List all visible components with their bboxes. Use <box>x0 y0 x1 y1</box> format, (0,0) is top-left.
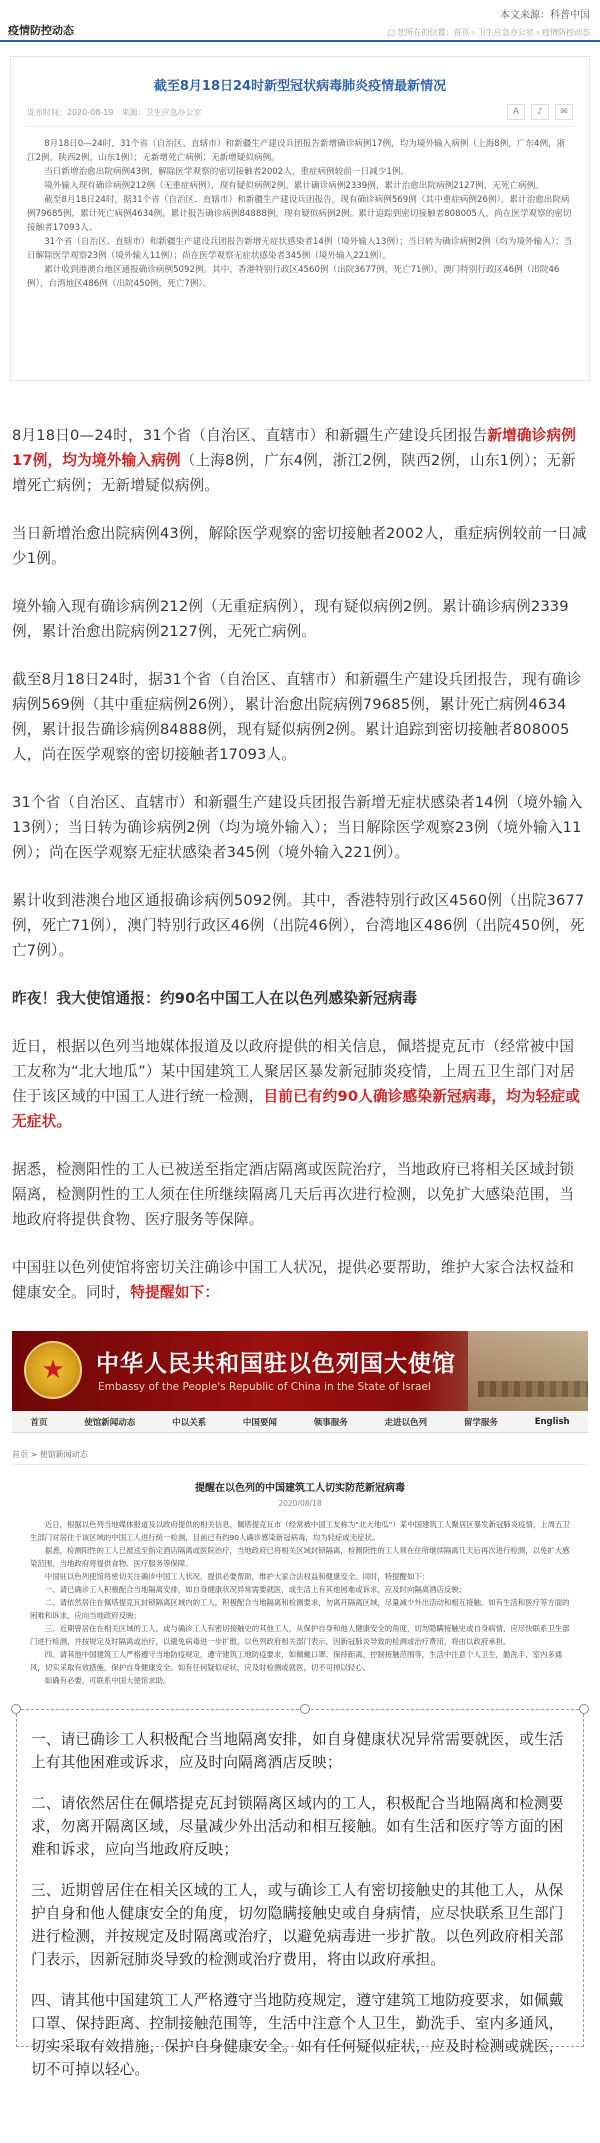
nhc-article-meta <box>27 104 573 127</box>
notice-paragraph: 二、请依然居住在佩塔提克瓦封锁隔离区域内的工人，积极配合当地隔离和检测要求，勿离开隔离区域，尽量减少外出活动和相互接触。如有生活和医疗等方面的困难和诉求，应向当地政府反映； <box>30 1598 570 1620</box>
notice-paragraph: 近日，根据以色列当地媒体报道及以政府提供的相关信息，佩塔提克瓦市（经常被中国工友称为“北大地瓜”）某中国建筑工人聚居区暴发新冠肺炎疫情，上周五卫生部门对居住于该区域的中国工人进行统一检测，目前已有约90人确诊感染新冠病毒，均为轻症或无症状。 <box>30 1520 570 1542</box>
section-heading: 昨夜！我大使馆通报：约90名中国工人在以色列感染新冠病毒 <box>12 990 418 1007</box>
nhc-paragraph: 当日新增治愈出院病例43例，解除医学观察的密切接触者2002人，重症病例较前一日减少1例。 <box>44 167 410 177</box>
nhc-breadcrumb[interactable]: □ 您所在的位置：首页 › 卫生应急办公室 › 疫情防控动态 <box>387 28 590 37</box>
resize-handle-icon[interactable] <box>300 1704 310 1714</box>
section-title: 疫情防控动态 <box>8 24 74 37</box>
notice-paragraph: 三、近期曾居住在相关区域的工人，或与确诊工人有密切接触史的其他工人，从保护自身和他人健康安全的角度，切勿隐瞒接触史或自身病情，应尽快联系卫生部门进行检测，并按规定及时隔离或治疗，以避免病毒进一步扩散。以色列政府相关部门表示，因新冠肺炎导致的检测或治疗费用，将由以政府承担。 <box>30 1624 570 1646</box>
notice-paragraph: 一、请已确诊工人积极配合当地隔离安排，如自身健康状况异常需要就医，或生活上有其他困难或诉求，应及时向隔离酒店反映； <box>44 1585 467 1594</box>
nav-item-israel[interactable]: 走进以色列 <box>384 1417 428 1428</box>
notice-paragraph: 如确有必要，可联系中国大使馆求助。 <box>44 1676 171 1685</box>
audio-icon[interactable]: ♪ <box>531 104 549 120</box>
reminder-item: 二、请依然居住在佩塔提克瓦封锁隔离区域内的工人，积极配合当地隔离和检测要求，勿离开隔离区域，尽量减少外出活动和相互接触。如有生活和医疗等方面的困难和诉求，应向当地政府反映； <box>31 1795 564 1858</box>
nhc-article-title: 截至8月18日24时新型冠状病毒肺炎疫情最新情况 <box>153 79 447 94</box>
great-wall-image <box>468 1331 588 1411</box>
publish-info: 发布时间：2020-08-19 来源：卫生应急办公室 <box>27 107 202 117</box>
highlight-text: 目前已有约90人确诊感染新冠病毒，均为轻症或无症状。 <box>12 1088 581 1130</box>
highlight-text: 新增确诊病例17例，均为境外输入病例 <box>12 427 577 469</box>
email-icon[interactable]: ✉ <box>555 104 573 120</box>
article-paragraph: 31个省（自治区、直辖市）和新疆生产建设兵团报告新增无症状感染者14例（境外输入13例）；当日转为确诊病例2例（均为境外输入）；当日解除医学观察23例（境外输入11例）；尚在医学观察无症状感染者345例（境外输入221例）。 <box>12 794 583 861</box>
text-span: （上海8例，广东4例，浙江2例，陕西2例，山东1例）；无新增死亡病例；无新增疑似病例。 <box>12 452 576 494</box>
nav-item-home[interactable]: 首页 <box>30 1417 48 1428</box>
reminder-box <box>16 1709 584 2078</box>
notice-paragraph: 四、请其他中国建筑工人严格遵守当地防疫规定，遵守建筑工地防疫要求，如佩戴口罩、保持距离、控制接触范围等，生活中注意个人卫生，勤洗手、室内多通风，切实采取有效措施，保护自身健康安全。如有任何疑似症状，应及时检测或就医，切不可掉以轻心。 <box>30 1650 563 1672</box>
nav-item-relations[interactable]: 中以关系 <box>172 1417 207 1428</box>
nhc-paragraph: 31个省（自治区、直辖市）和新疆生产建设兵团报告新增无症状感染者14例（境外输入13例）；当日转为确诊病例2例（均为境外输入）；当日解除医学观察23例（境外输入11例）；尚在医学观察无症状感染者345例（境外输入221例）。 <box>27 237 573 261</box>
article-paragraph <box>12 1255 588 1305</box>
text-span: 近日，根据以色列当地媒体报道及以政府提供的相关信息，佩塔提克瓦市（经常被中国工友称为“北大地瓜”）某中国建筑工人聚居区暴发新冠肺炎疫情，上周五卫生部门对居住于该区域的中国工人进行统一检测， <box>12 1038 575 1105</box>
font-size-icon[interactable]: A <box>507 104 525 120</box>
article-paragraph: 当日新增治愈出院病例43例，解除医学观察的密切接触者2002人，重症病例较前一日减少1例。 <box>12 525 587 567</box>
nav-item-english[interactable]: English <box>534 1416 570 1427</box>
reminder-item: 三、近期曾居住在相关区域的工人，或与确诊工人有密切接触史的其他工人，从保护自身和他人健康安全的角度，切勿隐瞒接触史或自身病情，应尽快联系卫生部门进行检测，并按规定及时隔离或治疗，以避免病毒进一步扩散。以色列政府相关部门表示，因新冠肺炎导致的检测或治疗费用，将由以政府承担。 <box>31 1882 564 1968</box>
nhc-paragraph: 累计收到港澳台地区通报确诊病例5092例。其中，香港特别行政区4560例（出院3677例，死亡71例），澳门特别行政区46例（出院46例），台湾地区486例（出院450例，死亡7例）。 <box>27 265 560 289</box>
embassy-name-en: Embassy of the People's Republic of China in the State of Israel <box>98 1381 431 1393</box>
nhc-screenshot <box>0 0 600 400</box>
article-paragraph <box>12 1034 588 1134</box>
article-paragraph <box>12 423 588 498</box>
embassy-name-cn: 中华人民共和国驻以色列国大使馆 <box>96 1351 456 1377</box>
nhc-paragraph: 截至8月18日24时，据31个省（自治区、直辖市）和新疆生产建设兵团报告，现有确诊病例569例（其中重症病例26例），累计治愈出院病例79685例，累计死亡病例4634例，累计报告确诊病例84888例，现有疑似病例2例。累计追踪到密切接触者808005人，尚在医学观察的密切接触者17093人。 <box>27 195 572 233</box>
article-paragraph: 截至8月18日24时，据31个省（自治区、直辖市）和新疆生产建设兵团报告，现有确诊病例569例（其中重症病例26例），累计治愈出院病例79685例，累计死亡病例4634例，累计报告确诊病例84888例，现有疑似病例2例。累计追踪到密切接触者808005人，尚在医学观察的密切接触者17093人。 <box>12 671 582 763</box>
notice-paragraph: 据悉，检测阳性的工人已被送至指定酒店隔离或医院治疗，当地政府已将相关区域封锁隔离，检测阴性的工人须在住所继续隔离几天后再次进行检测，以免扩大感染范围，当地政府将提供食物、医疗服务等保障。 <box>30 1546 570 1568</box>
highlight-text: 特提醒如下： <box>130 1284 220 1301</box>
resize-handle-icon[interactable] <box>11 1704 21 1714</box>
embassy-nav <box>12 1411 588 1433</box>
notice-paragraph: 中国驻以色列使馆将密切关注确诊中国工人状况，提供必要帮助，维护大家合法权益和健康安全。同时，特提醒如下： <box>44 1572 430 1581</box>
article-paragraph: 据悉，检测阳性的工人已被送至指定酒店隔离或医院治疗，当地政府已将相关区域封锁隔离，检测阴性的工人须在住所继续隔离几天后再次进行检测，以免扩大感染范围，当地政府将提供食物、医疗服务等保障。 <box>12 1161 575 1228</box>
article-paragraph: 累计收到港澳台地区通报确诊病例5092例。其中，香港特别行政区4560例（出院3677例，死亡71例），澳门特别行政区46例（出院46例），台湾地区486例（出院450例，死亡7例）。 <box>12 892 585 959</box>
article-body <box>0 423 600 1305</box>
reminder-item: 一、请已确诊工人积极配合当地隔离安排，如自身健康状况异常需要就医，或生活上有其他困难或诉求，应及时向隔离酒店反映； <box>31 1731 564 1771</box>
national-emblem-icon <box>24 1341 82 1399</box>
nhc-paragraph: 境外输入现有确诊病例212例（无重症病例），现有疑似病例2例。累计确诊病例2339例，累计治愈出院病例2127例，无死亡病例。 <box>44 181 544 191</box>
nhc-topbar <box>0 22 600 42</box>
toolbar <box>507 104 573 120</box>
nhc-article-card <box>10 56 590 381</box>
embassy-breadcrumb[interactable]: 首页 > 使馆新闻动态 <box>12 1449 588 1465</box>
nhc-paragraph: 8月18日0—24时，31个省（自治区、直辖市）和新疆生产建设兵团报告新增确诊病例17例，均为境外输入病例（上海8例，广东4例，浙江2例，陕西2例，山东1例）；无新增死亡病例；无新增疑似病例。 <box>27 139 566 163</box>
nav-item-china-news[interactable]: 中国要闻 <box>242 1417 277 1428</box>
notice-date: 2020/08/18 <box>278 1499 322 1508</box>
notice-title: 提醒在以色列的中国建筑工人切实防范新冠病毒 <box>195 1483 405 1494</box>
article-paragraph: 境外输入现有确诊病例212例（无重症病例），现有疑似病例2例。累计确诊病例2339例，累计治愈出院病例2127例，无死亡病例。 <box>12 598 569 640</box>
text-span: 8月18日0—24时，31个省（自治区、直辖市）和新疆生产建设兵团报告 <box>12 427 488 444</box>
source-label: 本文来源：科普中国 <box>500 10 590 21</box>
text-span: 中国驻以色列使馆将密切关注确诊中国工人状况，提供必要帮助，维护大家合法权益和健康安全。同时， <box>12 1259 575 1301</box>
nav-item-study[interactable]: 留学服务 <box>463 1417 498 1428</box>
embassy-banner <box>12 1331 588 1411</box>
resize-handle-icon[interactable] <box>579 1704 589 1714</box>
embassy-notice <box>12 1465 588 1695</box>
nav-item-news[interactable]: 使馆新闻动态 <box>84 1417 136 1428</box>
nav-item-consular[interactable]: 领事服务 <box>313 1417 348 1428</box>
reminder-item: 四、请其他中国建筑工人严格遵守当地防疫规定，遵守建筑工地防疫要求，如佩戴口罩、保持距离、控制接触范围等，生活中注意个人卫生，勤洗手、室内多通风，切实采取有效措施，保护自身健康安全。如有任何疑似症状，应及时检测或就医，切不可掉以轻心。 <box>31 1992 564 2078</box>
nhc-article-body <box>27 137 573 291</box>
